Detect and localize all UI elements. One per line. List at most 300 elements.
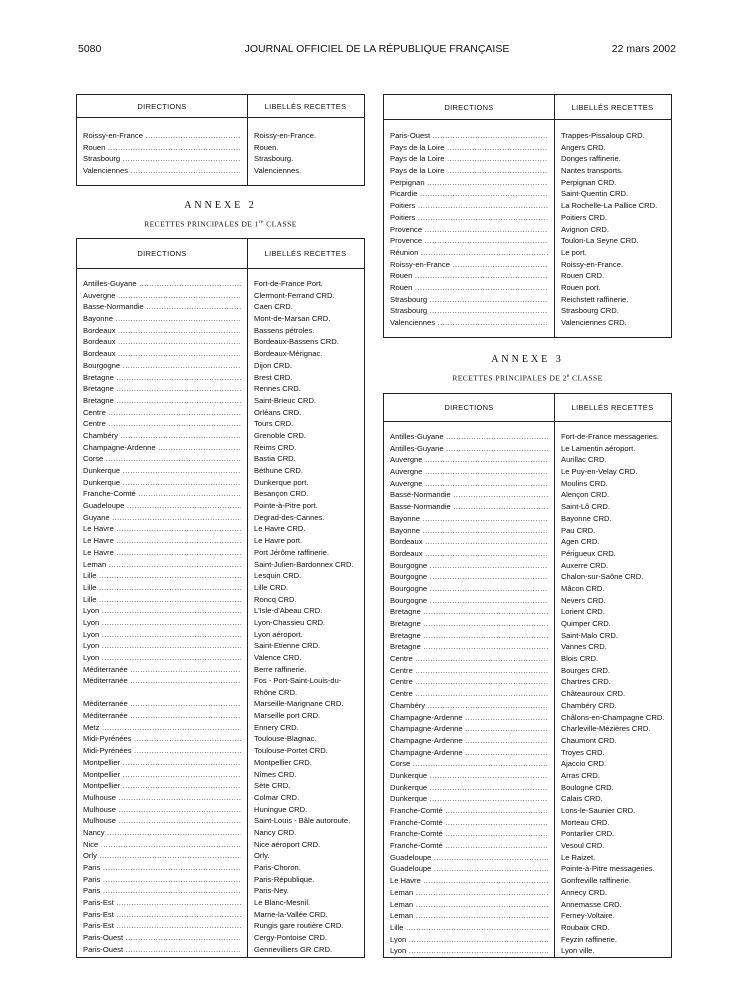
libelle-cell: Charleville-Mézières CRD. bbox=[561, 724, 651, 734]
table-row bbox=[384, 489, 671, 501]
table-row bbox=[77, 664, 364, 676]
table-row bbox=[384, 536, 671, 548]
table-row bbox=[77, 142, 364, 154]
table-row bbox=[77, 804, 364, 816]
table-row bbox=[77, 815, 364, 827]
table-row bbox=[384, 431, 671, 443]
direction-cell: Roissy-en-France ..... bbox=[83, 130, 241, 142]
table-row bbox=[77, 605, 364, 617]
table-row bbox=[77, 535, 364, 547]
table-row bbox=[384, 630, 671, 642]
libelle-cell: Morteau CRD. bbox=[561, 817, 610, 827]
annexe-2-subtitle: RECETTES PRINCIPALES DE 1re CLASSE bbox=[144, 219, 297, 229]
table-row bbox=[384, 247, 671, 259]
table-row bbox=[384, 945, 671, 957]
libelle-cell: Port Jérôme raffinerie. bbox=[254, 547, 329, 557]
table-row bbox=[384, 641, 671, 653]
direction-cell: Bayonne ..... bbox=[83, 313, 241, 325]
direction-cell: Lille ..... bbox=[390, 922, 548, 934]
table-body bbox=[77, 130, 364, 177]
table-row bbox=[77, 500, 364, 512]
header-libelles: LIBELLÉS RECETTES bbox=[571, 403, 654, 412]
libelle-cell: Rouen port. bbox=[561, 282, 601, 292]
libelle-cell: Mâcon CRD. bbox=[561, 583, 605, 593]
libelle-cell: Reichstett raffinerie. bbox=[561, 294, 629, 304]
libelle-cell: Le Havre CRD. bbox=[254, 524, 306, 534]
direction-cell: Lille ..... bbox=[83, 582, 241, 594]
table-row bbox=[77, 617, 364, 629]
table-row bbox=[384, 618, 671, 630]
table-row bbox=[384, 142, 671, 154]
table-row bbox=[384, 840, 671, 852]
table-row bbox=[384, 548, 671, 560]
direction-cell: Paris-Ouest ..... bbox=[83, 932, 241, 944]
direction-cell: Bordeaux ..... bbox=[390, 536, 548, 548]
table-top-left bbox=[76, 94, 365, 186]
libelle-cell: Le Lamentin aéroport. bbox=[561, 443, 636, 453]
libelle-cell: Aurillac CRD. bbox=[561, 455, 607, 465]
direction-cell: Centre ..... bbox=[83, 407, 241, 419]
direction-cell: Lyon ..... bbox=[83, 629, 241, 641]
libelle-cell: Pontarlier CRD. bbox=[561, 829, 615, 839]
libelle-cell: Fos - Port-Saint-Louis-du-Rhône CRD. bbox=[254, 676, 342, 697]
direction-cell: Centre ..... bbox=[83, 418, 241, 430]
libelle-cell: Grenoble CRD. bbox=[254, 430, 306, 440]
table-row bbox=[384, 875, 671, 887]
libelle-cell: Le Raizet. bbox=[561, 852, 596, 862]
direction-cell: Paris-Est ..... bbox=[83, 920, 241, 932]
libelle-cell: Toulouse-Blagnac. bbox=[254, 734, 317, 744]
table-row bbox=[384, 305, 671, 317]
direction-cell: Metz ..... bbox=[83, 722, 241, 734]
table-row bbox=[384, 934, 671, 946]
table-row bbox=[77, 290, 364, 302]
direction-cell: Antilles-Guyane ..... bbox=[83, 278, 241, 290]
direction-cell: Basse-Normandie ..... bbox=[390, 501, 548, 513]
table-row bbox=[77, 710, 364, 722]
libelle-cell: La Rochelle-La Pallice CRD. bbox=[561, 201, 658, 211]
direction-cell: Champagne-Ardenne ..... bbox=[83, 442, 241, 454]
table-row bbox=[384, 282, 671, 294]
libelle-cell: Berre raffinerie. bbox=[254, 664, 307, 674]
libelle-cell: Châlons-en-Champagne CRD. bbox=[561, 712, 665, 722]
annexe-3-subtitle: RECETTES PRINCIPALES DE 2e CLASSE bbox=[452, 373, 603, 383]
table-row bbox=[77, 523, 364, 535]
direction-cell: Orly ..... bbox=[83, 850, 241, 862]
libelle-cell: Rungis gare routière CRD. bbox=[254, 921, 344, 931]
direction-cell: Méditerranée ..... bbox=[83, 698, 241, 710]
libelle-cell: Pointe-à-Pitre messageries. bbox=[561, 864, 655, 874]
direction-cell: Valenciennes ..... bbox=[390, 317, 548, 329]
libelle-cell: Troyes CRD. bbox=[561, 747, 605, 757]
table-row bbox=[77, 944, 364, 956]
libelle-cell: Bastia CRD. bbox=[254, 454, 296, 464]
direction-cell: Pays de la Loire ..... bbox=[390, 165, 548, 177]
table-row bbox=[384, 700, 671, 712]
direction-cell: Lyon ..... bbox=[390, 934, 548, 946]
header-libelles: LIBELLÉS RECETTES bbox=[264, 101, 347, 111]
direction-cell: Poitiers ..... bbox=[390, 200, 548, 212]
direction-cell: Leman ..... bbox=[390, 910, 548, 922]
direction-cell: Lyon ..... bbox=[83, 640, 241, 652]
direction-cell: Mulhouse ..... bbox=[83, 792, 241, 804]
libelle-cell: Saint-Etienne CRD. bbox=[254, 641, 321, 651]
libelle-cell: Colmar CRD. bbox=[254, 792, 300, 802]
libelle-cell: Mont-de-Marsan CRD. bbox=[254, 314, 331, 324]
libelle-cell: Lons-le-Saunier CRD. bbox=[561, 806, 636, 815]
direction-cell: Guadeloupe ..... bbox=[83, 500, 241, 512]
direction-cell: Bourgogne ..... bbox=[83, 360, 241, 372]
libelle-cell: Calais CRD. bbox=[561, 794, 603, 804]
libelle-cell: Orly. bbox=[254, 851, 270, 861]
direction-cell: Auvergne ..... bbox=[390, 466, 548, 478]
libelle-cell: Pointe-à-Pitre port. bbox=[254, 501, 318, 511]
table-row bbox=[384, 863, 671, 875]
direction-cell: Bordeaux ..... bbox=[390, 548, 548, 560]
header-libelles: LIBELLÉS RECETTES bbox=[264, 249, 347, 258]
table-row bbox=[384, 899, 671, 911]
direction-cell: Champagne-Ardenne ..... bbox=[390, 712, 548, 724]
direction-cell: Leman ..... bbox=[83, 559, 241, 571]
table-row bbox=[77, 360, 364, 372]
libelle-cell: Dunkerque port. bbox=[254, 477, 309, 487]
direction-cell: Bretagne ..... bbox=[83, 395, 241, 407]
direction-cell: Corse ..... bbox=[390, 758, 548, 770]
direction-cell: Chambéry ..... bbox=[83, 430, 241, 442]
direction-cell: Mulhouse ..... bbox=[83, 804, 241, 816]
libelle-cell: Strasbourg CRD. bbox=[561, 306, 619, 316]
table-body bbox=[384, 431, 671, 957]
direction-cell: Centre ..... bbox=[390, 688, 548, 700]
direction-cell: Centre ..... bbox=[390, 676, 548, 688]
table-row bbox=[384, 723, 671, 735]
table-row bbox=[77, 547, 364, 559]
direction-cell: Dunkerque ..... bbox=[83, 465, 241, 477]
table-row bbox=[77, 130, 364, 142]
table-row bbox=[384, 200, 671, 212]
table-row bbox=[384, 676, 671, 688]
direction-cell: Dunkerque ..... bbox=[83, 477, 241, 489]
direction-cell: Auvergne ..... bbox=[390, 478, 548, 490]
table-row bbox=[384, 259, 671, 271]
table-row bbox=[77, 395, 364, 407]
libelle-cell: Toulon-La Seyne CRD. bbox=[561, 236, 639, 246]
table-row bbox=[77, 430, 364, 442]
table-row bbox=[77, 165, 364, 177]
direction-cell: Rouen ..... bbox=[83, 142, 241, 154]
table-header bbox=[77, 239, 364, 269]
direction-cell: Guadeloupe ..... bbox=[390, 863, 548, 875]
table-row bbox=[77, 348, 364, 360]
libelle-cell: Le Puy-en-Velay CRD. bbox=[561, 467, 638, 477]
direction-cell: Nice ..... bbox=[83, 839, 241, 851]
libelle-cell: Besançon CRD. bbox=[254, 489, 309, 499]
libelle-cell: Saint-Malo CRD. bbox=[561, 630, 618, 640]
table-row bbox=[77, 512, 364, 524]
libelle-cell: Valenciennes. bbox=[254, 166, 302, 176]
libelle-cell: Saint-Brieuc CRD. bbox=[254, 395, 317, 405]
table-row bbox=[384, 688, 671, 700]
table-row bbox=[384, 270, 671, 282]
page-header bbox=[78, 43, 676, 57]
table-row bbox=[384, 130, 671, 142]
table-row bbox=[77, 885, 364, 897]
direction-cell: Centre ..... bbox=[390, 653, 548, 665]
header-directions: DIRECTIONS bbox=[137, 101, 187, 111]
direction-cell: Méditerranée ..... bbox=[83, 664, 241, 676]
table-row bbox=[384, 782, 671, 794]
libelle-cell: Perpignan CRD. bbox=[561, 177, 617, 187]
direction-cell: Midi-Pyrénées ..... bbox=[83, 733, 241, 745]
libelle-cell: Roubaix CRD. bbox=[561, 922, 610, 932]
table-row bbox=[384, 165, 671, 177]
libelle-cell: Caen CRD. bbox=[254, 302, 293, 312]
libelle-cell: Bourges CRD. bbox=[561, 665, 610, 675]
libelle-cell: Brest CRD. bbox=[254, 372, 293, 382]
libelle-cell: Saint-Louis - Bâle autoroute. bbox=[254, 816, 351, 826]
libelle-cell: Ennery CRD. bbox=[254, 722, 299, 732]
header-libelles: LIBELLÉS RECETTES bbox=[571, 102, 654, 112]
libelle-cell: Quimper CRD. bbox=[561, 619, 611, 628]
annexe-2-heading bbox=[76, 200, 365, 229]
table-row bbox=[77, 909, 364, 921]
table-row bbox=[77, 733, 364, 745]
annexe-2-title: ANNEXE 2 bbox=[184, 200, 257, 211]
direction-cell: Rouen ..... bbox=[390, 282, 548, 294]
table-row bbox=[384, 583, 671, 595]
table-row bbox=[384, 887, 671, 899]
direction-cell: Auvergne ..... bbox=[390, 454, 548, 466]
table-row bbox=[77, 792, 364, 804]
direction-cell: Bordeaux ..... bbox=[83, 348, 241, 360]
table-row bbox=[77, 769, 364, 781]
direction-cell: Lyon ..... bbox=[390, 945, 548, 957]
table-row bbox=[77, 325, 364, 337]
table-header bbox=[77, 95, 364, 118]
libelle-cell: Le Blanc-Mesnil. bbox=[254, 898, 311, 908]
libelle-cell: Vesoul CRD. bbox=[561, 841, 605, 851]
table-row bbox=[384, 501, 671, 513]
table-row bbox=[77, 407, 364, 419]
table-row bbox=[384, 466, 671, 478]
direction-cell: Lille ..... bbox=[83, 594, 241, 606]
direction-cell: Strasbourg ..... bbox=[390, 294, 548, 306]
libelle-cell: Chartres CRD. bbox=[561, 677, 611, 687]
table-row bbox=[77, 874, 364, 886]
direction-cell: Roissy-en-France ..... bbox=[390, 259, 548, 271]
direction-cell: Bayonne ..... bbox=[390, 525, 548, 537]
libelle-cell: Agen CRD. bbox=[561, 537, 600, 547]
table-annexe-2 bbox=[76, 238, 365, 958]
direction-cell: Guadeloupe ..... bbox=[390, 852, 548, 864]
direction-cell: Franche-Comté ..... bbox=[390, 840, 548, 852]
libelle-cell: Saint-Lô CRD. bbox=[561, 502, 610, 512]
libelle-cell: Rouen CRD. bbox=[561, 271, 605, 281]
table-header bbox=[384, 394, 671, 422]
libelle-cell: Fort-de-France messageries. bbox=[561, 432, 659, 441]
direction-cell: Bourgogne ..... bbox=[390, 583, 548, 595]
table-row bbox=[384, 805, 671, 817]
direction-cell: Perpignan ..... bbox=[390, 177, 548, 189]
libelle-cell: Roncq CRD. bbox=[254, 594, 297, 604]
direction-cell: Dunkerque ..... bbox=[390, 770, 548, 782]
direction-cell: Bourgogne ..... bbox=[390, 595, 548, 607]
direction-cell: Franche-Comté ..... bbox=[390, 817, 548, 829]
direction-cell: Champagne-Ardenne ..... bbox=[390, 735, 548, 747]
table-row bbox=[77, 418, 364, 430]
table-row bbox=[77, 278, 364, 290]
libelle-cell: Béthune CRD. bbox=[254, 466, 303, 475]
direction-cell: Paris-Ouest ..... bbox=[390, 130, 548, 142]
table-top-right bbox=[383, 94, 672, 338]
direction-cell: Strasbourg ..... bbox=[83, 153, 241, 165]
libelle-cell: Nice aéroport CRD. bbox=[254, 839, 321, 849]
table-row bbox=[384, 513, 671, 525]
table-row bbox=[77, 652, 364, 664]
table-row bbox=[384, 294, 671, 306]
direction-cell: Poitiers ..... bbox=[390, 212, 548, 224]
libelle-cell: Valence CRD. bbox=[254, 653, 302, 662]
direction-cell: Bourgogne ..... bbox=[390, 571, 548, 583]
direction-cell: Antilles-Guyane ..... bbox=[390, 431, 548, 443]
libelle-cell: Annemasse CRD. bbox=[561, 899, 622, 909]
libelle-cell: Avignon CRD. bbox=[561, 224, 609, 234]
libelle-cell: Lorient CRD. bbox=[561, 607, 605, 617]
libelle-cell: Roissy-en-France. bbox=[561, 259, 624, 269]
libelle-cell: Marseille port CRD. bbox=[254, 711, 321, 721]
table-row bbox=[384, 653, 671, 665]
table-row bbox=[77, 862, 364, 874]
libelle-cell: Saint-Quentin CRD. bbox=[561, 189, 629, 199]
table-row bbox=[77, 932, 364, 944]
libelle-cell: Angers CRD. bbox=[561, 142, 606, 152]
table-row bbox=[384, 665, 671, 677]
direction-cell: Bordeaux ..... bbox=[83, 336, 241, 348]
direction-cell: Paris ..... bbox=[83, 885, 241, 897]
direction-cell: Méditerranée ..... bbox=[83, 675, 241, 687]
libelle-cell: L'Isle-d'Abeau CRD. bbox=[254, 606, 323, 616]
direction-cell: Valenciennes ..... bbox=[83, 165, 241, 177]
libelle-cell: Vannes CRD. bbox=[561, 642, 607, 652]
libelle-cell: Chaumont CRD. bbox=[561, 735, 617, 745]
direction-cell: Bretagne ..... bbox=[390, 641, 548, 653]
direction-cell: Dunkerque ..... bbox=[390, 782, 548, 794]
table-row bbox=[384, 770, 671, 782]
libelle-cell: Boulogne CRD. bbox=[561, 782, 614, 792]
direction-cell: Bretagne ..... bbox=[390, 630, 548, 642]
libelle-cell: Lyon aéroport. bbox=[254, 629, 303, 639]
table-row bbox=[384, 712, 671, 724]
libelle-cell: Alençon CRD. bbox=[561, 490, 610, 500]
direction-cell: Montpellier ..... bbox=[83, 769, 241, 781]
table-row bbox=[77, 640, 364, 652]
direction-cell: Paris-Est ..... bbox=[83, 909, 241, 921]
direction-cell: Franche-Comté ..... bbox=[83, 488, 241, 500]
direction-cell: Chambéry ..... bbox=[390, 700, 548, 712]
libelle-cell: Nantes transports. bbox=[561, 166, 624, 176]
libelle-cell: Ajaccio CRD. bbox=[561, 759, 607, 769]
direction-cell: Méditerranée ..... bbox=[83, 710, 241, 722]
table-row bbox=[77, 897, 364, 909]
direction-cell: Guyane ..... bbox=[83, 512, 241, 524]
table-row bbox=[384, 571, 671, 583]
direction-cell: Provence ..... bbox=[390, 235, 548, 247]
table-row bbox=[384, 852, 671, 864]
table-row bbox=[384, 747, 671, 759]
libelle-cell: Rouen. bbox=[254, 142, 279, 152]
libelle-cell: Moulins CRD. bbox=[561, 478, 608, 488]
direction-cell: Strasbourg ..... bbox=[390, 305, 548, 317]
libelle-cell: Le port. bbox=[561, 247, 587, 257]
direction-cell: Bayonne ..... bbox=[390, 513, 548, 525]
direction-cell: Lille ..... bbox=[83, 570, 241, 582]
libelle-cell: Dijon CRD. bbox=[254, 360, 292, 370]
direction-cell: Paris ..... bbox=[83, 874, 241, 886]
direction-cell: Basse-Normandie ..... bbox=[83, 301, 241, 313]
libelle-cell: Nîmes CRD. bbox=[254, 769, 297, 779]
libelle-cell: Nancy CRD. bbox=[254, 827, 297, 837]
annexe-3-title: ANNEXE 3 bbox=[491, 354, 564, 365]
direction-cell: Corse ..... bbox=[83, 453, 241, 465]
libelle-cell: Roissy-en-France. bbox=[254, 131, 317, 140]
libelle-cell: Huningue CRD. bbox=[254, 804, 308, 814]
direction-cell: Montpellier ..... bbox=[83, 757, 241, 769]
direction-cell: Lyon ..... bbox=[83, 617, 241, 629]
direction-cell: Bretagne ..... bbox=[83, 372, 241, 384]
libelle-cell: Bayonne CRD. bbox=[561, 513, 612, 523]
direction-cell: Dunkerque ..... bbox=[390, 793, 548, 805]
libelle-cell: Bordeaux-Mérignac. bbox=[254, 349, 323, 359]
table-row bbox=[384, 177, 671, 189]
table-row bbox=[384, 443, 671, 455]
table-row bbox=[384, 188, 671, 200]
direction-cell: Nancy ..... bbox=[83, 827, 241, 839]
direction-cell: Pays de la Loire ..... bbox=[390, 142, 548, 154]
libelle-cell: Trappes-Pissaloup CRD. bbox=[561, 131, 645, 140]
libelle-cell: Rennes CRD. bbox=[254, 384, 301, 394]
table-row bbox=[384, 828, 671, 840]
libelle-cell: Donges raffinerie. bbox=[561, 154, 621, 164]
table-row bbox=[384, 212, 671, 224]
journal-title: JOURNAL OFFICIEL DE LA RÉPUBLIQUE FRANÇAISE bbox=[244, 43, 510, 55]
libelle-cell: Lille CRD. bbox=[254, 582, 289, 592]
table-body bbox=[384, 130, 671, 329]
table-row bbox=[384, 235, 671, 247]
libelle-cell: Annecy CRD. bbox=[561, 887, 608, 897]
direction-cell: Paris ..... bbox=[83, 862, 241, 874]
table-row bbox=[384, 224, 671, 236]
direction-cell: Paris-Ouest ..... bbox=[83, 944, 241, 956]
table-row bbox=[77, 372, 364, 384]
libelle-cell: Strasbourg. bbox=[254, 154, 294, 164]
direction-cell: Leman ..... bbox=[390, 887, 548, 899]
direction-cell: Provence ..... bbox=[390, 224, 548, 236]
direction-cell: Bretagne ..... bbox=[390, 618, 548, 630]
direction-cell: Rouen ..... bbox=[390, 270, 548, 282]
table-annexe-3 bbox=[383, 393, 672, 958]
libelle-cell: Périgueux CRD. bbox=[561, 548, 616, 558]
table-row bbox=[77, 153, 364, 165]
direction-cell: Le Havre ..... bbox=[390, 875, 548, 887]
table-row bbox=[384, 758, 671, 770]
libelle-cell: Marne-la-Vallée CRD. bbox=[254, 909, 328, 919]
table-row bbox=[77, 745, 364, 757]
publication-date: 22 mars 2002 bbox=[611, 43, 676, 55]
direction-cell: Basse-Normandie ..... bbox=[390, 489, 548, 501]
direction-cell: Champagne-Ardenne ..... bbox=[390, 747, 548, 759]
table-row bbox=[384, 560, 671, 572]
direction-cell: Picardie ..... bbox=[390, 188, 548, 200]
